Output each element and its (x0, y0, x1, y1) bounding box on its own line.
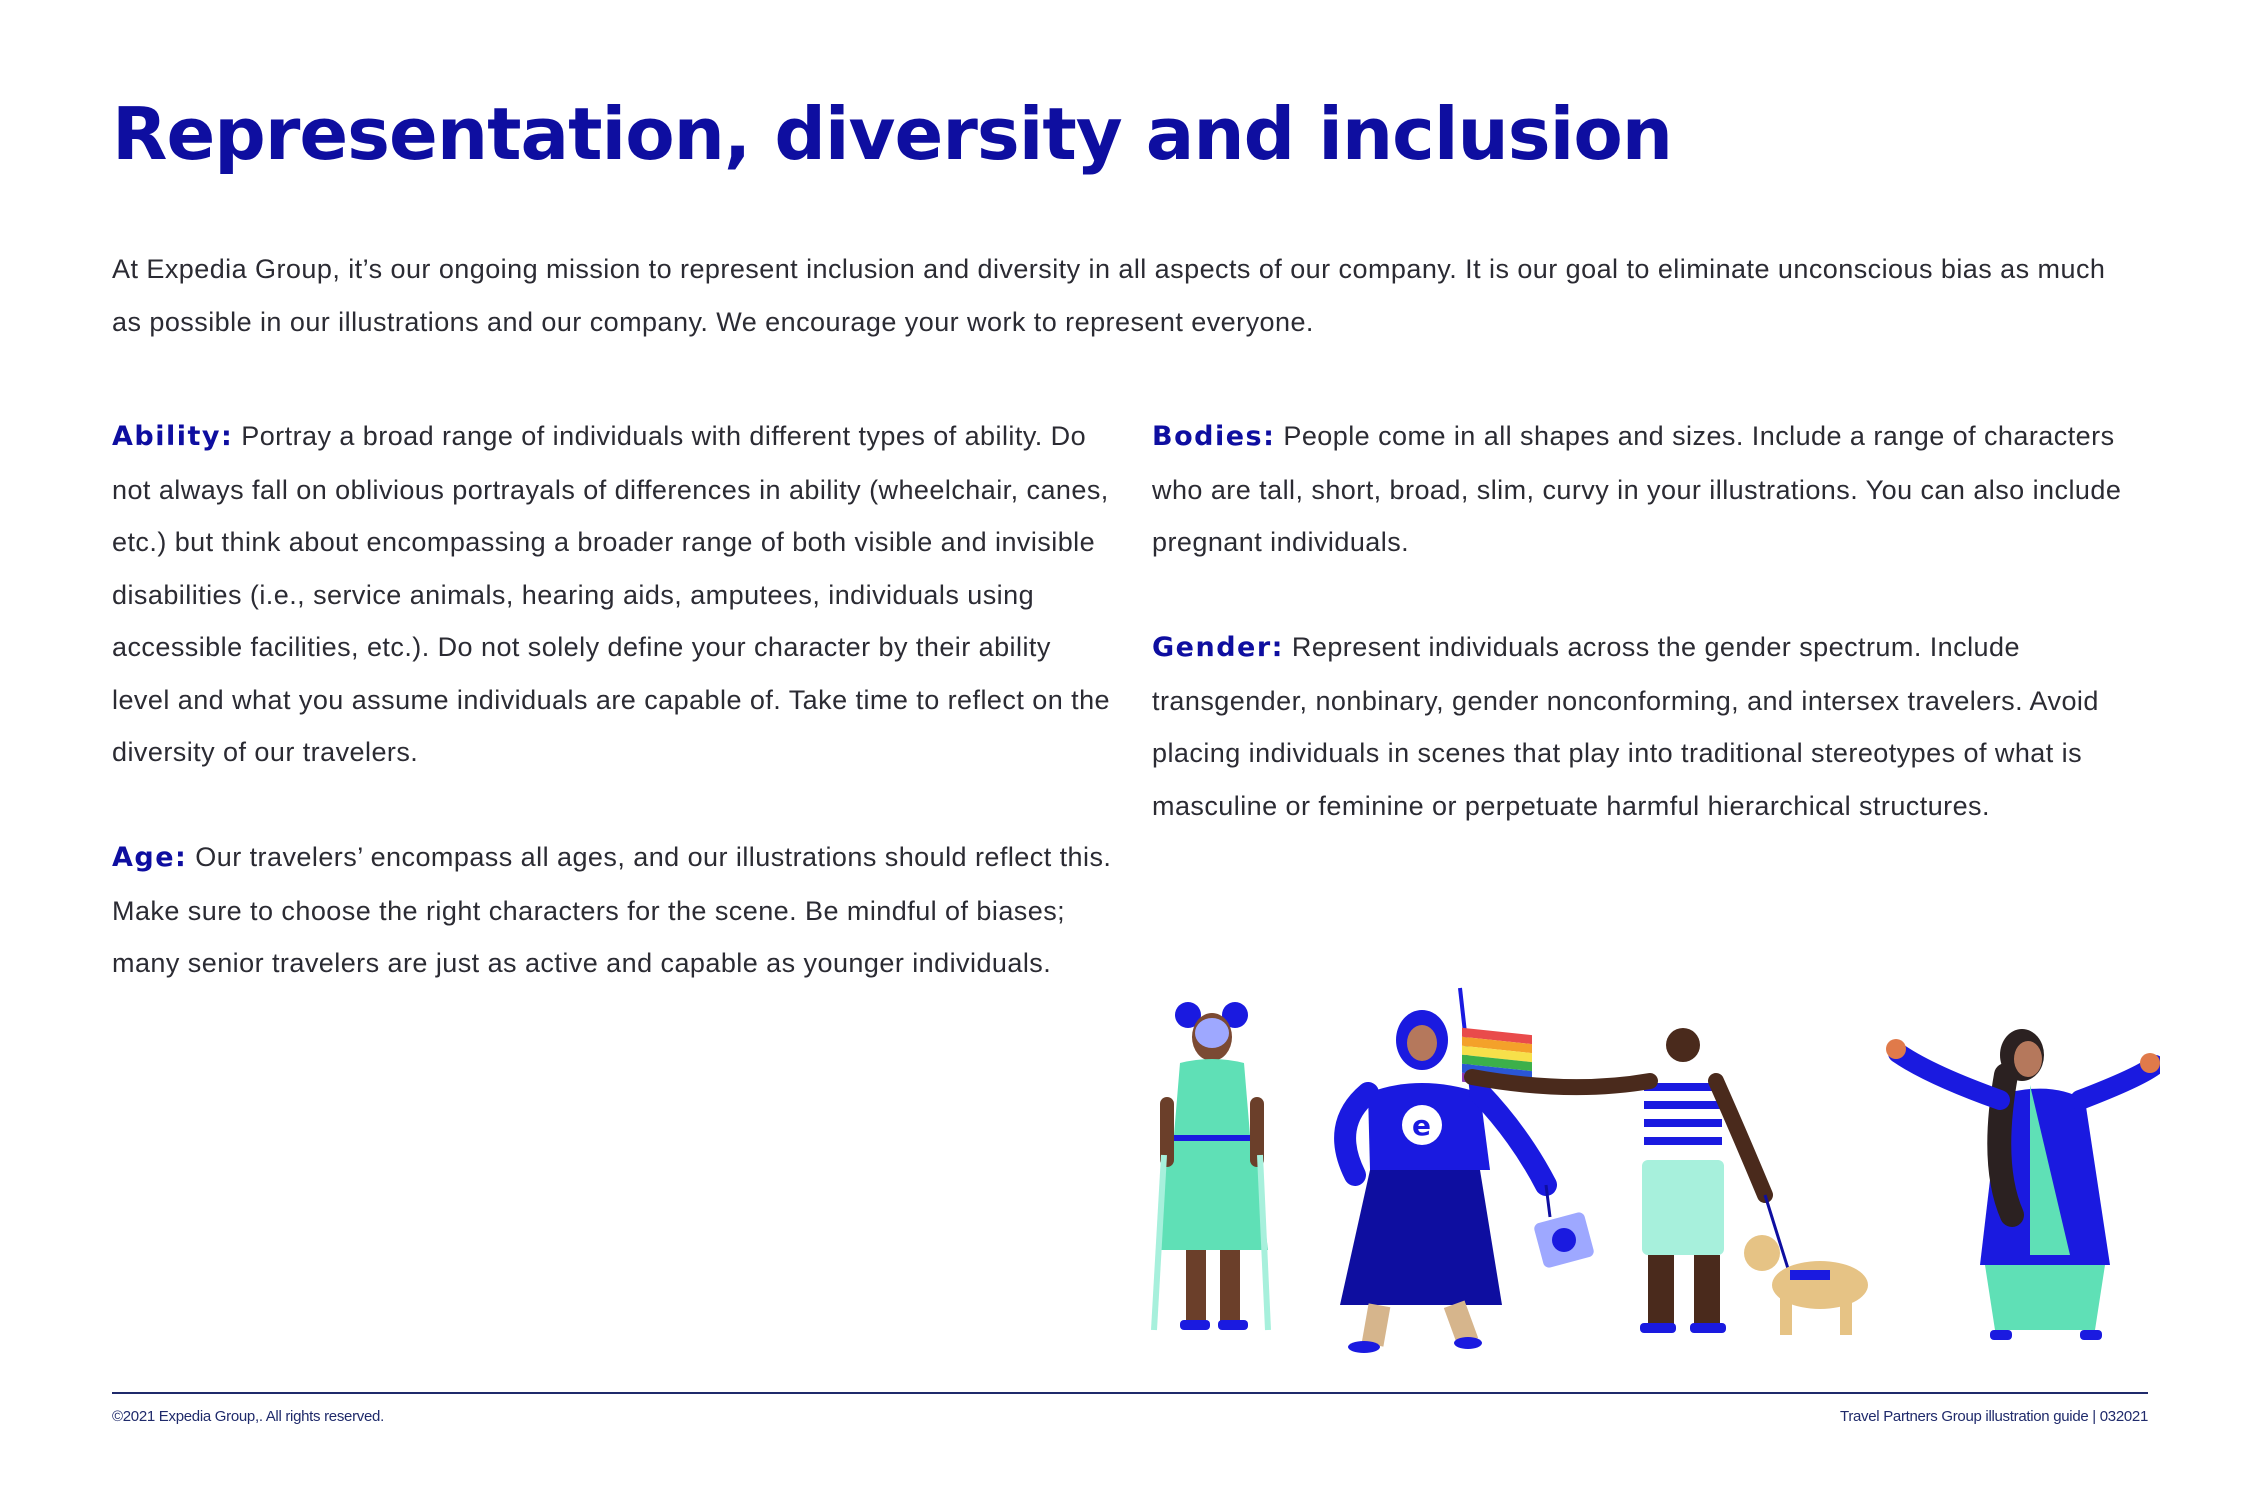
bodies-label: Bodies: (1152, 421, 1276, 452)
age-text: Our travelers’ encompass all ages, and our illustrations should reflect this. Make sure to choose the right characters for the scene. Be mindful of biases; many senior travelers are just as active and capable as younger individuals. (112, 842, 1112, 978)
gender-section (1152, 621, 2152, 832)
age-section (112, 831, 1112, 990)
intro-paragraph: At Expedia Group, it’s our ongoing mission to represent inclusion and diversity in all aspects of our company. It is our goal to eliminate unconscious bias as much as possible in our illustrations and our company. We encourage your work to represent everyone. (112, 254, 2106, 337)
diverse-travelers-illustration (1150, 985, 2160, 1360)
gender-text: Represent individuals across the gender spectrum. Include transgender, nonbinary, gender nonconforming, and intersex travelers. Avoid placing individuals in scenes that play into traditional stereotypes of what is masculine or feminine or perpetuate harmful hierarchical structures. (1152, 632, 2099, 821)
page-title: Representation, diversity and inclusion (112, 92, 1673, 176)
svg-text:e: e (1412, 1109, 1431, 1142)
footer-rule (112, 1392, 2148, 1394)
age-label: Age: (112, 842, 188, 873)
ability-section (112, 410, 1112, 779)
traveler-with-crutches (1154, 1002, 1268, 1330)
bodies-text: People come in all shapes and sizes. Include a range of characters who are tall, short, broad, slim, curvy in your illustrations. You can also include pregnant individuals. (1152, 421, 2122, 557)
ability-text: Portray a broad range of individuals with different types of ability. Do not always fall on oblivious portrayals of differences in ability (wheelchair, canes, etc.) but think about encompassing a broader range of both visible and invisible disabilities (i.e., service animals, hearing aids, amputees, individuals using accessible facilities, etc.). Do not solely define your character by their ability level and what you assume individuals are capable of. Take time to reflect on the diversity of our travelers. (112, 421, 1111, 767)
left-column (112, 410, 1112, 990)
guide-reference: Travel Partners Group illustration guide | 032021 (1840, 1408, 2148, 1425)
copyright-text: ©2021 Expedia Group,. All rights reserved. (112, 1408, 384, 1425)
traveler-in-sari-arms-raised (1886, 1029, 2160, 1340)
right-column (1152, 410, 2152, 832)
bodies-section (1152, 410, 2152, 569)
gender-label: Gender: (1152, 632, 1284, 663)
ability-label: Ability: (112, 421, 234, 452)
